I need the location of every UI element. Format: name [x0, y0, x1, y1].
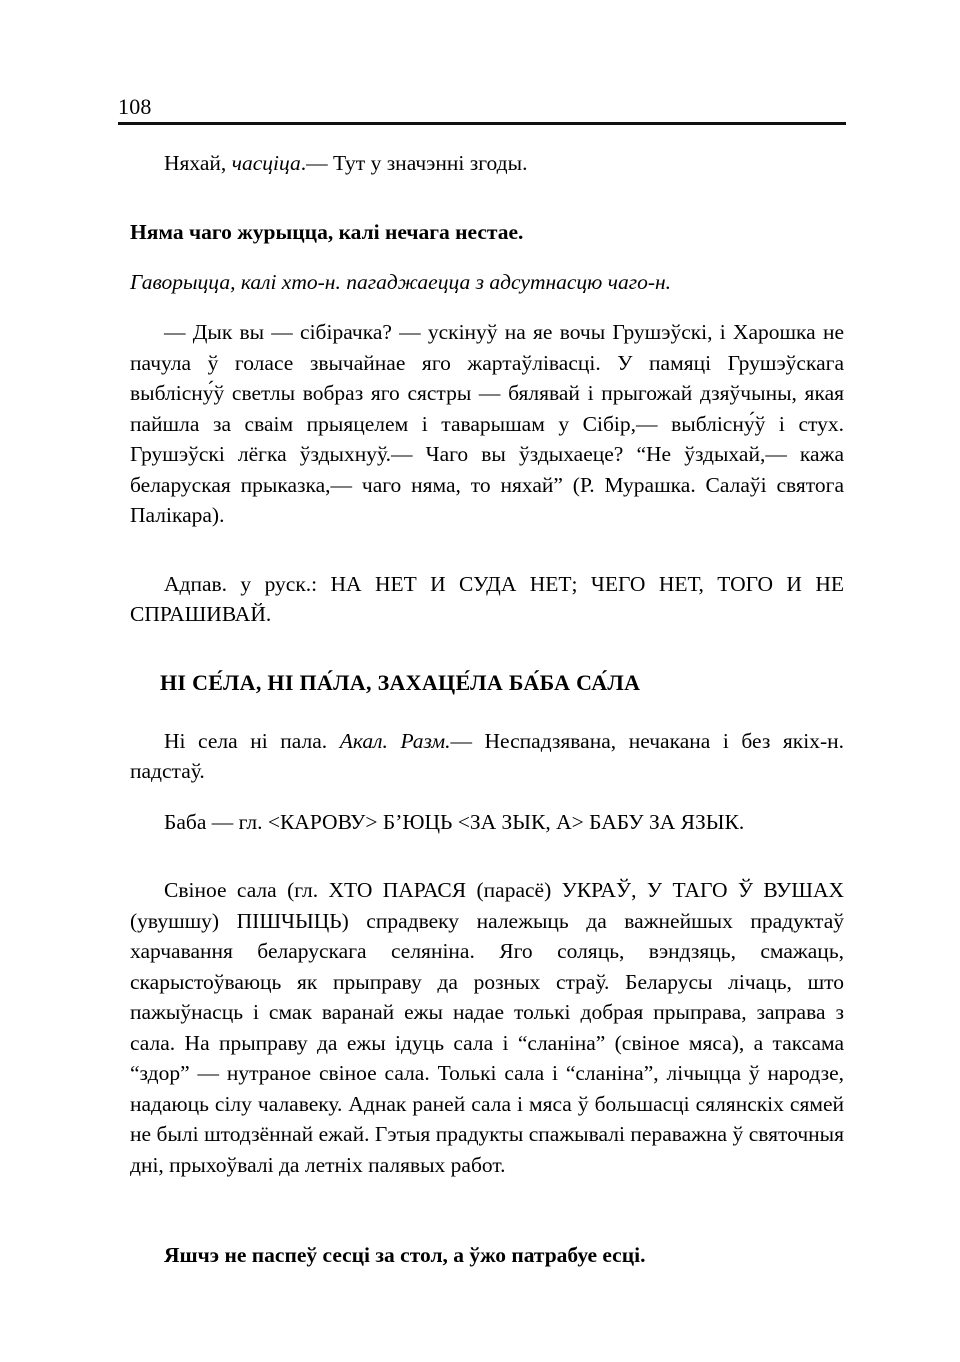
usage-note-nyama: Гаворыцца, калі хто-н. пагаджаецца з адсутнасцю чаго-н. [130, 269, 672, 294]
headword-ni-sela: НІ СЕ́ЛА, НІ ПА́ЛА, ЗАХАЦЕ́ЛА БА́БА СА́ЛА [160, 669, 641, 695]
citation-nyama: — Дык вы — сібірачка? — ускінуў на яе вочы Грушэўскі, і Харошка не пачула ў голасе звычайнае яго жартаўлівасці. У памяці Грушэўскага выблісну́ў светлы вобраз яго сястры — бялявай і прыгожай дзяўчыны, якая пайшла за сваім прыяцелем і таварышам у Сібір,— выблісну́ў і стух. Грушэўскі лёгка ўздыхнуў.— Чаго вы ўздыхаеце? “Не ўздыхай,— кажа беларуская прыказка,— чаго няма, то няхай” (Р. Мурашка. Салаўі святога Палікара). [130, 320, 844, 527]
gloss-nyahay-paragraph [130, 148, 844, 179]
header-rule [118, 122, 846, 125]
etymology-commentary: Свіное сала (гл. ХТО ПАРАСЯ (парасё) УКРАЎ, У ТАГО Ў ВУШАХ (увушшу) ПІШЧЫЦЬ) спрадвеку належыць да важнейшых прадуктаў харчавання беларускага селяніна. Яго соляць, вэндзяць, смажаць, скарыстоўваюць як прыправу да розных страў. Беларусы лічаць, што пажыўнасць і смак варанай ежы надае толькі добрая прыправа, заправа з сала. На прыправу да ежы ідуць сала і “сланіна” (свіное мяса), а таксама “здор” — нутраное свіное сала. Толькі сала і “сланіна”, лічыцца ў народзе, надаюць сілу чалавеку. Аднак раней сала і мяса ў большасці сялянскіх сямей не былі штодзённай ежай. Гэтыя прадукты спажывалі пераважна ў святочныя дні, прыхоўвалі да летніх палявых работ. [130, 878, 844, 1177]
variant-definition: — Неспадзявана, нечакана і без якіх-н. падстаў. [130, 728, 844, 783]
variant-labels: Акал. Разм. [327, 728, 451, 753]
headword-yashche: Яшчэ не паспеў сесці за стол, а ўжо патрабуе есці. [164, 1243, 646, 1267]
gloss-lead-text: Няхай, [164, 151, 232, 175]
cross-reference: Баба — гл. <КАРОВУ> Б’ЮЦЬ <ЗА ЗЫК, А> БАБУ ЗА ЯЗЫК. [164, 809, 745, 834]
page-header [118, 94, 846, 125]
page-number: 108 [118, 94, 152, 119]
variant-form: Ні села ні пала. [164, 728, 328, 753]
gloss-italic-term: часціца [231, 151, 301, 175]
gloss-tail-text: .— Тут у значэнні згоды. [300, 151, 528, 175]
russian-equivalent-paragraph [130, 569, 844, 630]
equivalent-label: Адпав. у руск.: [164, 571, 331, 596]
variant-definition-paragraph [130, 726, 844, 787]
equivalent-text: НА НЕТ И СУДА НЕТ; ЧЕГО НЕТ, ТОГО И НЕ СПРАШИВАЙ. [130, 571, 844, 626]
text-column [130, 148, 844, 1270]
headword-nyama: Няма чаго журыцца, калі нечага нестае. [130, 219, 524, 244]
